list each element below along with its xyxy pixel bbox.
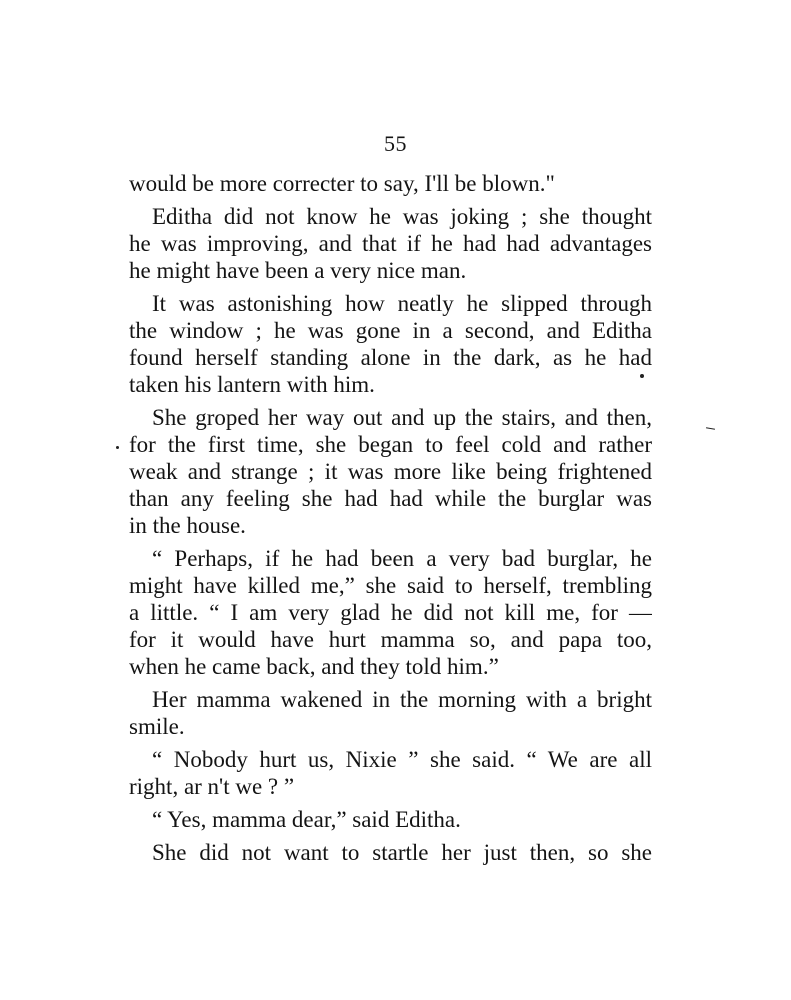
paragraph-8 [129,806,652,833]
text-line: right, ar n't we ? ” [129,774,295,799]
text-line: would be more correcter to say, I'll be blown." [129,171,555,196]
scan-speck [116,446,119,449]
body-text [129,170,652,866]
text-line: the window ; he was gone in a second, and Editha [129,318,652,343]
paragraph-3 [129,290,652,398]
text-line: a little. “ I am very glad he did not kill me, for — [129,600,652,625]
text-line: for it would have hurt mamma so, and papa too, [129,627,652,652]
text-line: Editha did not know he was joking ; she thought [152,204,652,229]
paragraph-1 [129,170,652,197]
text-line: Her mamma wakened in the morning with a bright [152,687,652,712]
paragraph-7 [129,746,652,800]
text-line: “ Perhaps, if he had been a very bad burglar, he [152,546,652,571]
text-line: he might have been a very nice man. [129,258,467,283]
scan-speck [706,427,715,430]
text-line: She groped her way out and up the stairs, and then, [152,405,652,430]
text-line: when he came back, and they told him.” [129,654,499,679]
paragraph-4 [129,404,652,539]
text-line: in the house. [129,513,246,538]
text-line: “ Yes, mamma dear,” said Editha. [152,807,461,832]
text-line: for the first time, she began to feel cold and rather [129,432,652,457]
text-line: smile. [129,714,185,739]
paragraph-5 [129,545,652,680]
paragraph-9 [129,839,652,866]
text-line: might have killed me,” she said to herself, trembling [129,573,652,598]
page-number: 55 [384,131,407,156]
scan-speck [640,374,644,378]
text-line: It was astonishing how neatly he slipped through [152,291,652,316]
text-line: than any feeling she had had while the burglar was [129,486,652,511]
text-line: found herself standing alone in the dark, as he had [129,345,652,370]
text-line: taken his lantern with him. [129,372,375,397]
paragraph-2 [129,203,652,284]
paragraph-6 [129,686,652,740]
text-line: weak and strange ; it was more like being frightened [129,459,652,484]
text-line: She did not want to startle her just then, so she [152,840,652,865]
text-line: “ Nobody hurt us, Nixie ” she said. “ We are all [152,747,652,772]
text-line: he was improving, and that if he had had advantages [129,231,652,256]
